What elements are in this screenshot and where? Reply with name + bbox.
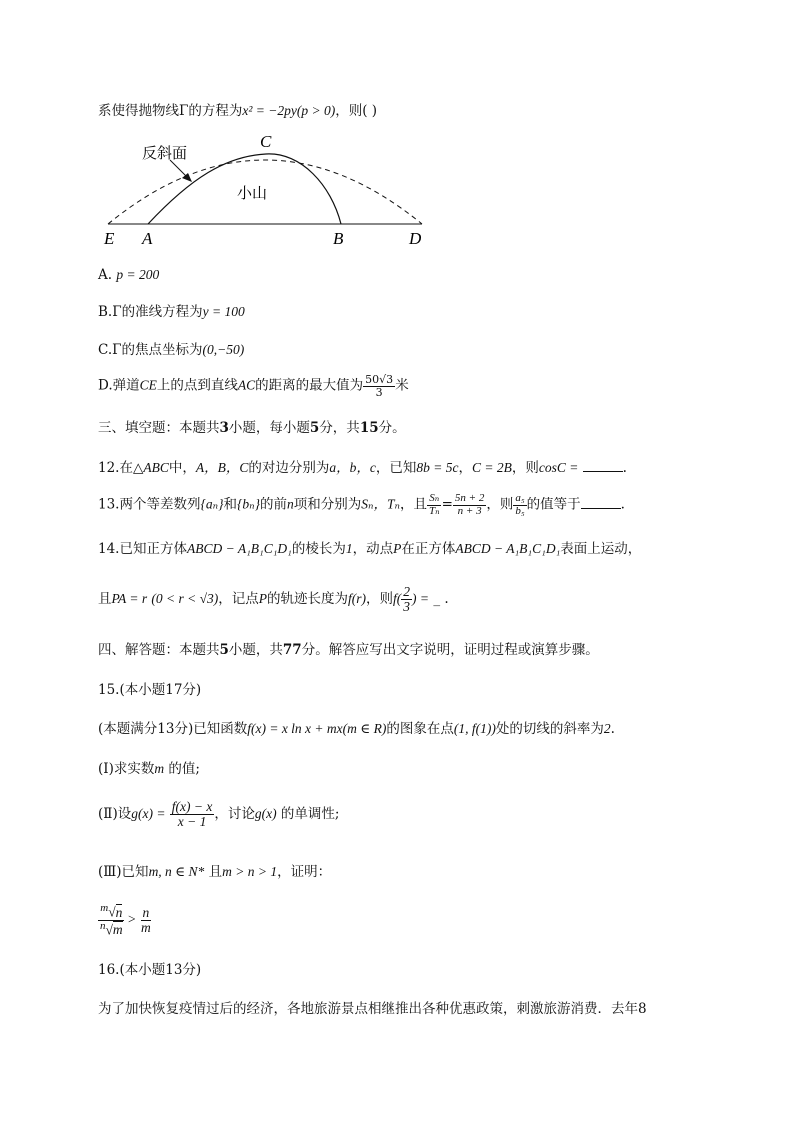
math: 2 [603,721,611,736]
math: {bₙ} [237,496,261,512]
math: P [258,591,268,607]
numerator: n [142,904,150,920]
root-denominator [98,921,125,938]
question-13 [98,493,625,517]
question-15-part2 [98,800,339,829]
option-c [98,343,244,358]
radical-sign: √ [108,904,116,920]
text: 小题，共 [228,642,283,658]
option-letter: A. [98,267,113,283]
count: 5 [309,420,320,436]
question-number: 15.(本小题17分) [98,682,202,698]
text: 项和分别为 [293,496,362,513]
text: . [622,460,627,476]
option-math: (0,−50) [202,342,245,357]
text: 已知正方体 [119,541,187,557]
label-slope: 反斜面 [142,144,188,162]
math: (1, f(1)) [453,721,496,736]
text: 在正方体 [401,541,456,557]
denominator: 3 [375,385,383,399]
text: ，动点 [352,541,394,557]
text: ，且 [400,496,427,513]
question-15-part1 [98,762,200,777]
point-c: C [260,132,272,151]
question-number: 12. [98,460,120,476]
count: 77 [282,642,302,658]
option-math: p = 200 [116,267,160,282]
text: 处的切线的斜率为 [495,721,604,737]
text: ，记点 [218,591,259,608]
text: 的单调性; [280,806,340,823]
math: PA = r [111,591,148,607]
q11-stem [98,104,377,119]
text: 分。解答应写出文字说明，证明过程或演算步骤。 [301,642,599,658]
math: f( [393,591,402,607]
option-text: 的距离的最大值为 [255,377,364,394]
fraction [139,906,153,935]
root-numerator [98,903,124,921]
label-hill: 小山 [237,184,268,202]
question-number: 16.(本小题13分) [98,962,202,978]
option-b [98,305,245,320]
question-15-head [98,684,201,698]
text: 的前 [260,496,288,513]
math: ABCD − A₁B₁C₁D₁ [186,541,292,556]
count: 5 [219,642,229,658]
text: 表面上运动， [560,541,642,557]
math: A，B，C [195,460,249,475]
math: (0 < r < √3) [151,591,219,607]
fraction [363,374,395,398]
math: △ABC [132,460,169,475]
question-15-part3 [98,865,331,880]
trajectory-figure [96,130,436,248]
text: 的图象在点 [386,721,454,737]
fraction [427,493,442,517]
text: (Ⅲ)已知 [98,864,149,880]
math: m, n ∈ N* [148,864,205,879]
math: ABCD − A₁B₁C₁D₁ [455,541,561,556]
equals: = [441,496,453,513]
text: ，证明： [277,864,332,880]
math: a，b，c [329,460,376,475]
text: 的轨迹长度为 [267,591,349,608]
text: (本题满分13分)已知函数 [98,721,248,737]
math: C = 2B [471,460,512,475]
math: m > n > 1 [222,864,278,879]
greater-than: > [128,911,136,927]
text: ，则 [511,460,539,476]
math-ac: AC [237,377,256,393]
text: 的棱长为 [291,541,346,557]
numerator: 50√3 [365,373,394,386]
denominator: m [141,919,151,935]
denominator: b₅ [515,504,525,517]
text: 四、解答题：本题共 [98,642,220,658]
radicand: n [115,904,123,920]
math: f(r) [348,591,367,607]
fraction [401,585,412,614]
section4-title [98,644,599,658]
option-text: Γ的准线方程为 [112,304,203,320]
point-d: D [409,229,422,248]
point-a: A [142,229,153,248]
text: 分。 [378,420,406,436]
text: 小题，每小题 [228,420,310,436]
answer-blank[interactable]: _ . [433,591,449,608]
root-index: n [100,919,106,932]
text: 三、填空题：本题共 [98,420,220,436]
math-ce: CE [139,377,157,393]
text: 两个等差数列 [119,496,201,513]
math: 1 [345,541,353,556]
option-letter: D. [98,377,113,394]
section3-title [98,422,406,436]
radicand: m [112,922,123,938]
option-letter: B. [98,304,113,320]
point-b: B [333,229,344,248]
question-number: 13. [98,496,120,513]
parabola-equation: x² = −2py(p > 0) [242,103,336,118]
option-text: Γ的焦点坐标为 [112,342,203,358]
numerator: 2 [403,584,411,599]
question-16-line1 [98,1003,647,1017]
text: 中， [168,460,196,476]
text: 且 [98,591,112,608]
text: 为了加快恢复疫情过后的经济，各地旅游景点相继推出各种优惠政策，刺激旅游消费．去年8 [98,1001,647,1017]
option-text: 上的点到直线 [156,377,238,394]
count: 3 [219,420,229,436]
math: {aₙ} [200,496,224,512]
answer-blank[interactable] [581,506,621,509]
text: 系使得抛物线 [98,103,179,119]
math: f(x) = x ln x + mx(m ∈ R) [247,721,387,736]
question-12 [98,461,627,476]
denominator: Tₙ [429,504,440,517]
root-index: m [100,902,109,914]
unit: 米 [395,377,409,394]
text: 的对边分别为 [248,460,330,476]
numerator: Sₙ [429,492,440,504]
text: (Ⅰ)求实数 [98,761,155,777]
denominator: x − 1 [177,814,207,830]
option-text: 弹道 [112,377,140,394]
arrow-head [182,173,192,182]
math: m [154,761,165,776]
text: ，讨论 [214,806,255,823]
question-15-stem [98,722,615,737]
point-e: E [104,229,115,248]
question-number: 14. [98,541,120,557]
text: 的方程为 [188,103,243,119]
option-d [98,374,409,398]
numerator: a₅ [515,492,525,504]
radical-sign: √ [105,922,113,938]
text: ，则 [486,496,514,513]
text: 的值; [168,761,200,777]
fraction [170,800,215,829]
text: ，则 [366,591,394,608]
math: 8b = 5c [416,460,459,475]
text: ， [458,460,472,476]
option-a [98,268,159,283]
math: n [287,496,294,512]
option-letter: C. [98,342,113,358]
option-math: y = 100 [202,304,245,319]
text: 分，共 [319,420,360,436]
question-16-head [98,964,201,978]
text: (Ⅱ)设 [98,806,132,823]
math: ) = [412,591,430,607]
text: 和 [223,496,238,513]
inequality [98,903,153,937]
gamma-symbol: Γ [179,103,189,119]
denominator: n + 3 [457,504,482,517]
text: ，已知 [375,460,417,476]
math: g(x) [254,806,277,822]
text: 的值等于 [526,496,581,513]
root-fraction [98,903,125,937]
numerator: 5n + 2 [454,492,485,504]
denominator: 3 [403,599,411,615]
math: cosC = [538,460,579,475]
math: Sₙ，Tₙ [361,496,400,512]
fraction [513,493,526,517]
text: . [610,721,615,737]
question-14-line1 [98,542,641,557]
numerator: f(x) − x [171,799,213,814]
text: 且 [208,864,223,880]
math: P [393,541,402,556]
math: g(x) = [131,806,166,822]
answer-parens: ，则( ) [335,103,378,119]
text: 在 [119,460,133,476]
fraction [453,493,486,517]
question-14-line2 [98,585,449,614]
answer-blank[interactable] [583,469,623,472]
count: 15 [359,420,379,436]
text: . [620,496,625,513]
